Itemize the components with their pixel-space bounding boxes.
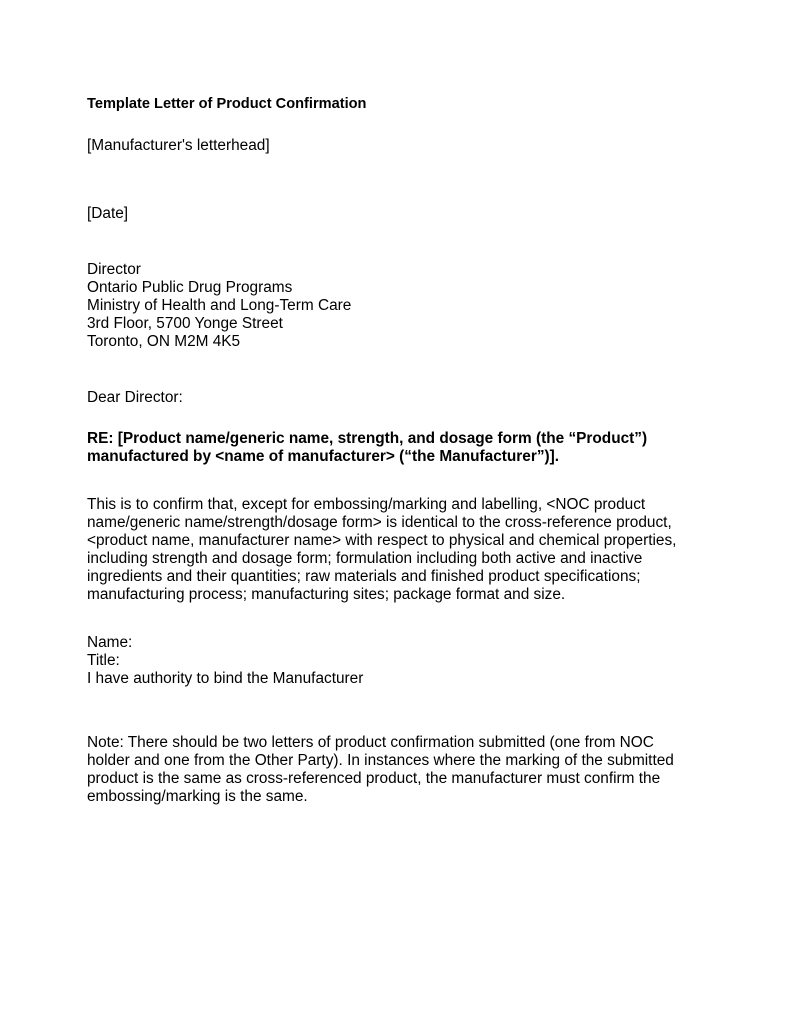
body-line: This is to confirm that, except for embossing/marking and labelling, <NOC product <box>87 496 646 513</box>
address-line: Director <box>87 261 141 278</box>
address-line: Toronto, ON M2M 4K5 <box>87 333 241 350</box>
document-title: Template Letter of Product Confirmation <box>87 96 367 112</box>
note-line: product is the same as cross-referenced product, the manufacturer must confirm the <box>87 770 661 787</box>
note-line: embossing/marking is the same. <box>87 788 308 805</box>
re-subject <box>87 430 647 466</box>
body-line: name/generic name/strength/dosage form> is identical to the cross-reference product, <box>87 514 672 531</box>
confirmation-paragraph <box>87 496 676 604</box>
recipient-address <box>87 261 351 351</box>
letterhead-placeholder: [Manufacturer's letterhead] <box>87 137 270 154</box>
body-line: ingredients and their quantities; raw materials and finished product specifications; <box>87 568 641 585</box>
address-line: Ontario Public Drug Programs <box>87 279 293 296</box>
body-line: <product name, manufacturer name> with respect to physical and chemical properties, <box>87 532 677 549</box>
re-line: RE: [Product name/generic name, strength, and dosage form (the “Product”) <box>87 430 648 447</box>
address-line: Ministry of Health and Long-Term Care <box>87 297 352 314</box>
salutation: Dear Director: <box>87 389 183 406</box>
title-label: Title: <box>87 652 120 669</box>
address-line: 3rd Floor, 5700 Yonge Street <box>87 315 283 332</box>
note-line: Note: There should be two letters of product confirmation submitted (one from NOC <box>87 734 654 751</box>
name-label: Name: <box>87 634 133 651</box>
re-line: manufactured by <name of manufacturer> (“the Manufacturer”)]. <box>87 448 560 465</box>
signature-block <box>87 634 363 688</box>
note-paragraph <box>87 734 674 806</box>
note-line: holder and one from the Other Party). In instances where the marking of the submitted <box>87 752 674 769</box>
body-line: including strength and dosage form; formulation including both active and inactive <box>87 550 643 567</box>
authority-statement: I have authority to bind the Manufacturer <box>87 670 364 687</box>
body-line: manufacturing process; manufacturing sites; package format and size. <box>87 586 566 603</box>
date-placeholder: [Date] <box>87 205 129 222</box>
